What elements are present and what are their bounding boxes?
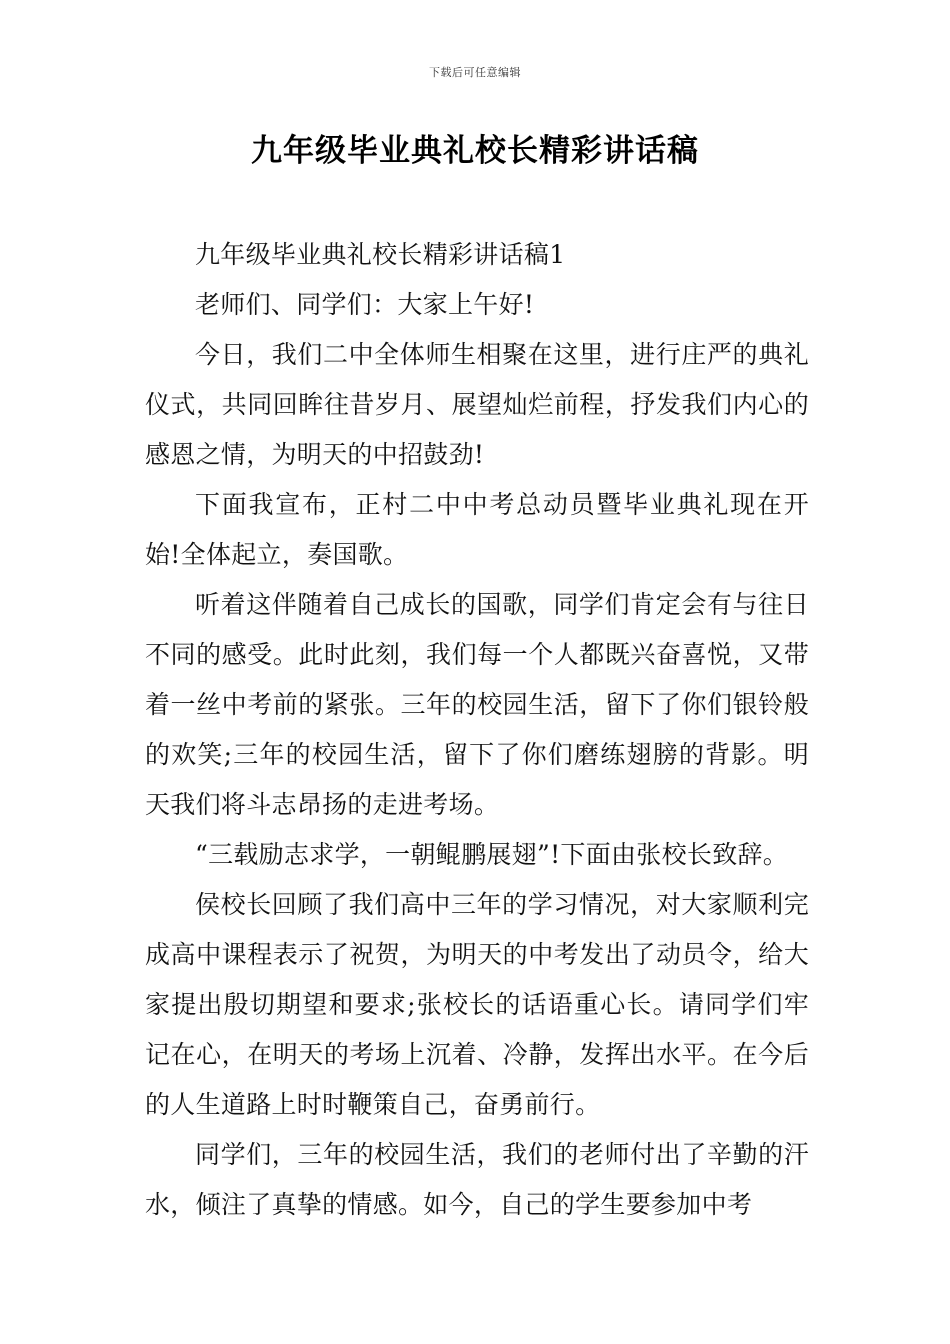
document-body <box>145 230 809 1230</box>
header-note: 下载后可任意编辑 <box>429 66 521 79</box>
paragraph: 下面我宣布，正村二中中考总动员暨毕业典礼现在开始!全体起立，奏国歌。 <box>145 490 809 569</box>
paragraph: 同学们，三年的校园生活，我们的老师付出了辛勤的汗水，倾注了真挚的情感。如今，自己的学生要参加中考 <box>145 1140 809 1219</box>
paragraph: 今日，我们二中全体师生相聚在这里，进行庄严的典礼仪式，共同回眸往昔岁月、展望灿烂前程，抒发我们内心的感恩之情，为明天的中招鼓劲! <box>145 340 809 469</box>
paragraph: “三载励志求学，一朝鲲鹏展翅”!下面由张校长致辞。 <box>195 840 789 869</box>
paragraph: 侯校长回顾了我们高中三年的学习情况，对大家顺利完成高中课程表示了祝贺，为明天的中考发出了动员令，给大家提出殷切期望和要求;张校长的话语重心长。请同学们牢记在心，在明天的考场上沉着、冷静，发挥出水平。在今后的人生道路上时时鞭策自己，奋勇前行。 <box>145 890 809 1119</box>
paragraph-greeting: 老师们、同学们：大家上午好! <box>195 290 535 319</box>
paragraph-subtitle: 九年级毕业典礼校长精彩讲话稿1 <box>195 240 566 269</box>
document-title: 九年级毕业典礼校长精彩讲话稿 <box>251 133 699 169</box>
paragraph: 听着这伴随着自己成长的国歌，同学们肯定会有与往日不同的感受。此时此刻，我们每一个人都既兴奋喜悦，又带着一丝中考前的紧张。三年的校园生活，留下了你们银铃般的欢笑;三年的校园生活，留下了你们磨练翅膀的背影。明天我们将斗志昂扬的走进考场。 <box>145 590 809 819</box>
